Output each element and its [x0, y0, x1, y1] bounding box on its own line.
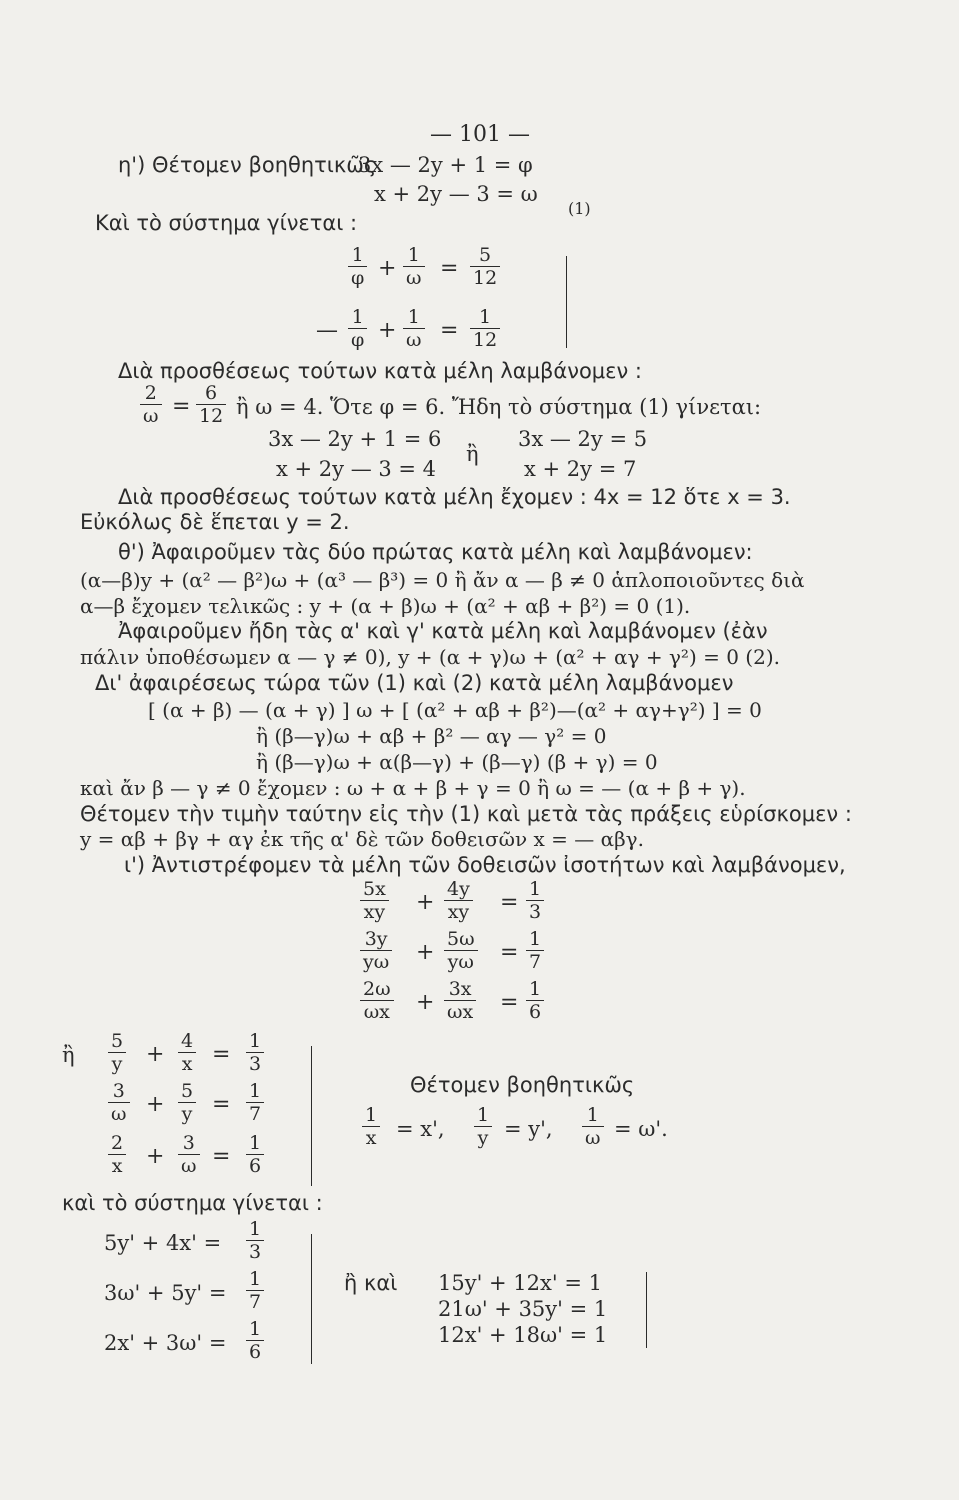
- eta-eq2-sign: —: [316, 318, 338, 343]
- iota-final-brace: [640, 1272, 647, 1348]
- eta-eq1-eq: =: [440, 256, 459, 281]
- eta-eq1-frac-b: $\frac{1}{\omega}$: [403, 244, 425, 289]
- theta-line5: πάλιν ὑποθέσωμεν α — γ ≠ 0), y + (α + γ)ω + (α² + αγ + γ²) = 0 (2).: [80, 645, 780, 669]
- iota-aux-label: Θέτομεν βοηθητικῶς: [410, 1073, 635, 1097]
- iota-aux-frac-c: $\frac{1}{\omega}$: [582, 1104, 604, 1149]
- eta-system-brace: [560, 256, 567, 348]
- eta-sysB1: 3x — 2y = 5: [518, 427, 648, 451]
- iota-s3-frac-a: $\frac{2}{x}$: [108, 1132, 126, 1177]
- eta-conclusion1: Διὰ προσθέσεως τούτων κατὰ μέλη ἔχομεν : 4x = 12 ὅτε x = 3.: [118, 485, 791, 509]
- iota-s1-op: +: [146, 1042, 165, 1067]
- iota-s1-frac-c: $\frac{1}{3}$: [246, 1030, 264, 1075]
- iota-s1-eq: =: [212, 1042, 231, 1067]
- iota-aux-c-eq: = ω'.: [614, 1117, 668, 1141]
- iota-recip1-frac-c: $\frac{1}{3}$: [526, 878, 544, 923]
- iota-t1-lhs: 5y' + 4x' =: [104, 1231, 222, 1255]
- eta-eq1-frac-a: $\frac{1}{\varphi}$: [348, 244, 367, 289]
- eta-sub-ref: (1): [568, 199, 591, 218]
- iota-t2-lhs: 3ω' + 5y' =: [104, 1281, 227, 1305]
- eta-eq2-frac-b: $\frac{1}{\omega}$: [403, 306, 425, 351]
- iota-recip2-frac-c: $\frac{1}{7}$: [526, 928, 544, 973]
- iota-recip3-frac-a: $\frac{2\omega}{\omega x}$: [360, 978, 394, 1023]
- iota-s2-frac-a: $\frac{3}{\omega}$: [108, 1080, 130, 1125]
- iota-t2-frac: $\frac{1}{7}$: [246, 1268, 264, 1313]
- theta-line8: ἢ (β—γ)ω + αβ + β² — αγ — γ² = 0: [256, 724, 607, 748]
- iota-s-system-brace: [305, 1046, 312, 1186]
- eta-sysA2: x + 2y — 3 = 4: [276, 457, 437, 481]
- eta-conclusion2: Εὐκόλως δὲ ἕπεται y = 2.: [80, 510, 350, 534]
- iota-recip3-op: +: [416, 990, 435, 1015]
- iota-line1: ι') Ἀντιστρέφομεν τὰ μέλη τῶν δοθεισῶν ἰσοτήτων καὶ λαμβάνομεν,: [124, 853, 846, 877]
- iota-recip1-frac-a: $\frac{5x}{xy}$: [360, 878, 389, 923]
- theta-line10: καὶ ἄν β — γ ≠ 0 ἔχομεν : ω + α + β + γ = 0 ἢ ω = — (α + β + γ).: [80, 776, 746, 800]
- iota-s2-frac-c: $\frac{1}{7}$: [246, 1080, 264, 1125]
- iota-s2-frac-b: $\frac{5}{y}$: [178, 1080, 196, 1125]
- iota-s1-frac-a: $\frac{5}{y}$: [108, 1030, 126, 1075]
- page-number: — 101 —: [430, 122, 530, 147]
- theta-line11: Θέτομεν τὴν τιμὴν ταύτην εἰς τὴν (1) καὶ μετὰ τὰς πράξεις εὑρίσκομεν :: [80, 802, 852, 826]
- eta-system-intro: Καὶ τὸ σύστημα γίνεται :: [95, 211, 358, 235]
- eta-result-frac-a: $\frac{2}{\omega}$: [140, 382, 162, 427]
- iota-or-lead: ἢ: [62, 1043, 75, 1067]
- theta-line7: [ (α + β) — (α + γ) ] ω + [ (α² + αβ + β²)—(α² + αγ+γ²) ] = 0: [148, 698, 762, 722]
- iota-aux-frac-a: $\frac{1}{x}$: [362, 1104, 380, 1149]
- theta-line9: ἢ (β—γ)ω + α(β—γ) + (β—γ) (β + γ) = 0: [256, 750, 658, 774]
- iota-aux-b-eq: = y',: [504, 1117, 553, 1141]
- eta-sub1: 3x — 2y + 1 = φ: [358, 153, 533, 177]
- iota-recip2-frac-b: $\frac{5\omega}{y\omega}$: [444, 928, 478, 973]
- iota-t1-frac: $\frac{1}{3}$: [246, 1218, 264, 1263]
- theta-line4: Ἀφαιροῦμεν ἤδη τὰς α' καὶ γ' κατὰ μέλη καὶ λαμβάνομεν (ἐὰν: [118, 619, 768, 643]
- iota-recip2-op: +: [416, 940, 435, 965]
- eta-sub2: x + 2y — 3 = ω: [374, 182, 538, 206]
- iota-recip1-eq: =: [500, 890, 519, 915]
- iota-s3-frac-c: $\frac{1}{6}$: [246, 1132, 264, 1177]
- iota-s1-frac-b: $\frac{4}{x}$: [178, 1030, 196, 1075]
- iota-system-intro: καὶ τὸ σύστημα γίνεται :: [62, 1191, 323, 1215]
- iota-s3-op: +: [146, 1144, 165, 1169]
- eta-eq1-frac-c: $\frac{5}{12}$: [470, 244, 500, 289]
- iota-s2-eq: =: [212, 1092, 231, 1117]
- eta-result-eq: =: [172, 394, 191, 419]
- iota-f2: 21ω' + 35y' = 1: [438, 1297, 608, 1321]
- iota-s3-frac-b: $\frac{3}{\omega}$: [178, 1132, 200, 1177]
- iota-recip3-frac-b: $\frac{3x}{\omega x}$: [444, 978, 476, 1023]
- iota-recip2-eq: =: [500, 940, 519, 965]
- eta-sysB2: x + 2y = 7: [524, 457, 637, 481]
- eta-eq2-frac-a: $\frac{1}{\varphi}$: [348, 306, 367, 351]
- iota-t-system-brace: [305, 1234, 312, 1364]
- iota-s3-eq: =: [212, 1144, 231, 1169]
- theta-line3: α—β ἔχομεν τελικῶς : y + (α + β)ω + (α² + αβ + β²) = 0 (1).: [80, 594, 691, 618]
- theta-line1: θ') Ἀφαιροῦμεν τὰς δύο πρώτας κατὰ μέλη καὶ λαμβάνομεν:: [118, 540, 753, 564]
- theta-line12: y = αβ + βγ + αγ ἐκ τῆς α' δὲ τῶν δοθεισῶν x = — αβγ.: [80, 827, 644, 851]
- iota-t3-frac: $\frac{1}{6}$: [246, 1318, 264, 1363]
- eta-eq1-op: +: [378, 256, 397, 281]
- iota-final-or: ἢ καὶ: [344, 1271, 398, 1295]
- eta-addition-line: Διὰ προσθέσεως τούτων κατὰ μέλη λαμβάνομεν :: [118, 359, 642, 383]
- iota-recip1-frac-b: $\frac{4y}{xy}$: [444, 878, 473, 923]
- iota-recip3-eq: =: [500, 990, 519, 1015]
- iota-s2-op: +: [146, 1092, 165, 1117]
- theta-line6: Δι' ἀφαιρέσεως τώρα τῶν (1) καὶ (2) κατὰ μέλη λαμβάνομεν: [95, 671, 734, 695]
- eta-eq2-eq: =: [440, 318, 459, 343]
- iota-f3: 12x' + 18ω' = 1: [438, 1323, 608, 1347]
- iota-aux-a-eq: = x',: [396, 1117, 445, 1141]
- iota-recip3-frac-c: $\frac{1}{6}$: [526, 978, 544, 1023]
- iota-f1: 15y' + 12x' = 1: [438, 1271, 602, 1295]
- iota-aux-frac-b: $\frac{1}{y}$: [474, 1104, 492, 1149]
- eta-sysA1: 3x — 2y + 1 = 6: [268, 427, 442, 451]
- eta-eq2-frac-c: $\frac{1}{12}$: [470, 306, 500, 351]
- iota-recip1-op: +: [416, 890, 435, 915]
- iota-t3-lhs: 2x' + 3ω' =: [104, 1331, 227, 1355]
- eta-lead: η') Θέτομεν βοηθητικῶς: [118, 153, 377, 177]
- eta-eq2-op: +: [378, 318, 397, 343]
- iota-recip2-frac-a: $\frac{3y}{y\omega}$: [360, 928, 392, 973]
- theta-line2: (α—β)y + (α² — β²)ω + (α³ — β³) = 0 ἢ ἄν α — β ≠ 0 ἁπλοποιοῦντες διὰ: [80, 568, 805, 592]
- eta-result-frac-b: $\frac{6}{12}$: [196, 382, 226, 427]
- eta-or: ἢ: [466, 442, 479, 466]
- eta-result-tail: ἢ ω = 4. Ὅτε φ = 6. Ἤδη τὸ σύστημα (1) γίνεται:: [236, 395, 762, 419]
